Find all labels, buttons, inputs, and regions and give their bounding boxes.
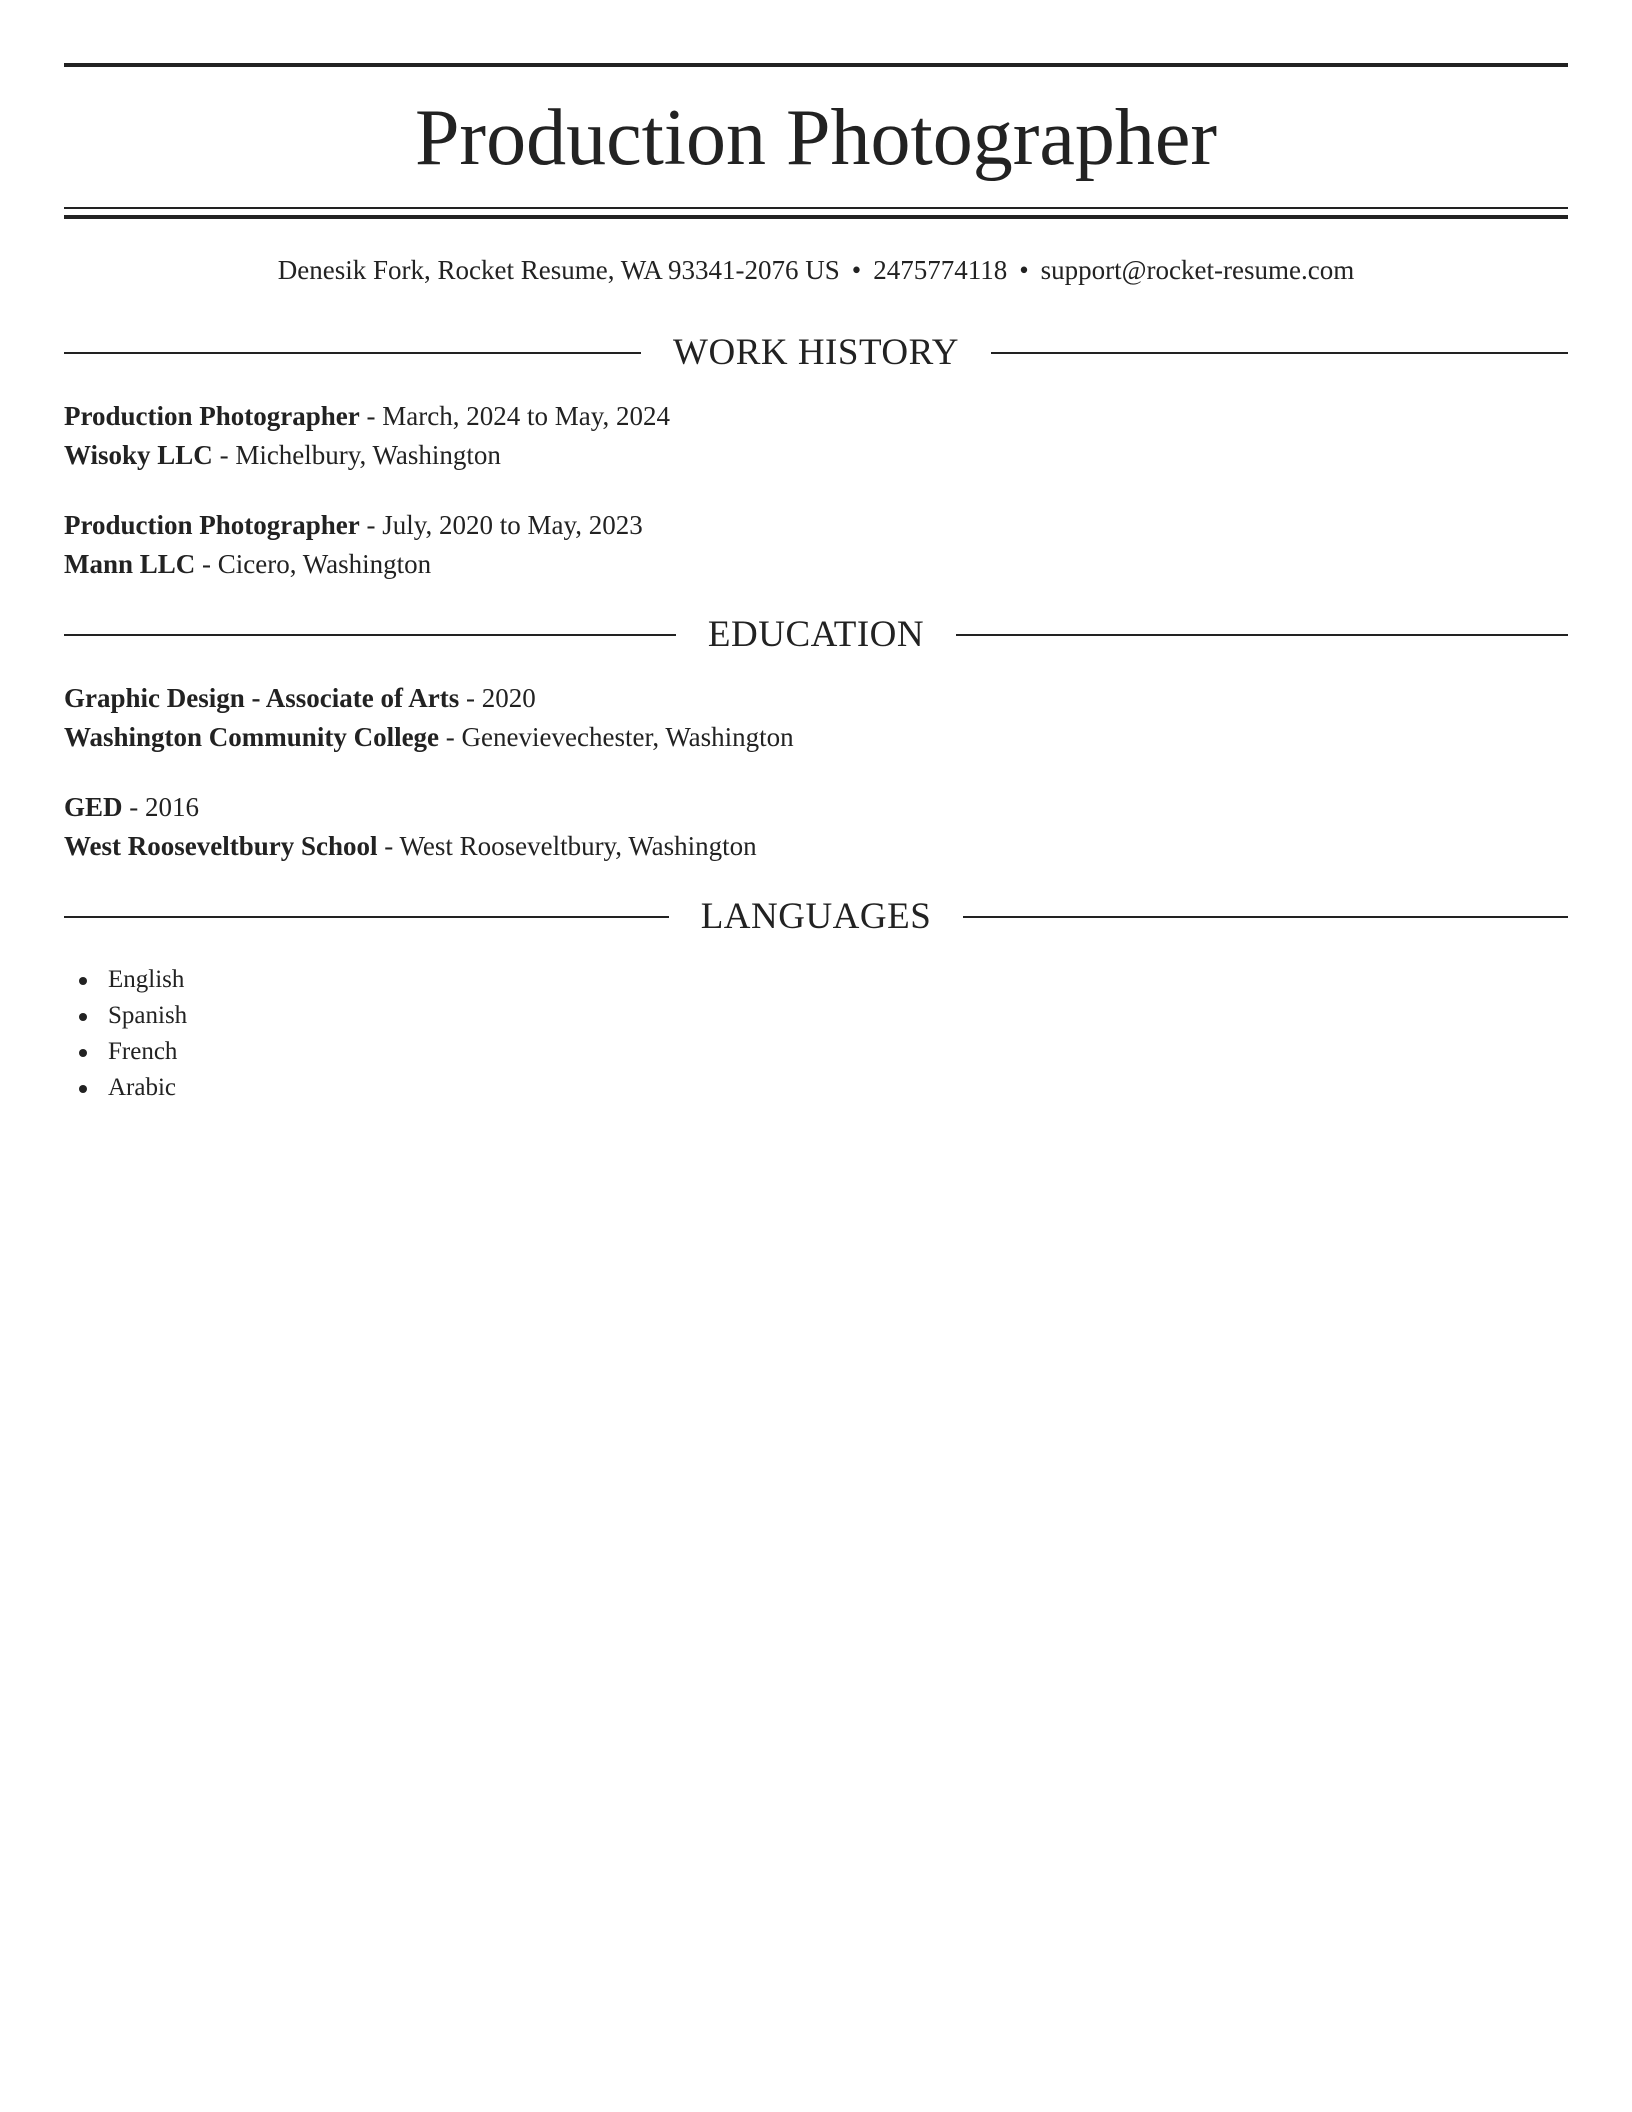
education-school: West Rooseveltbury School [64,831,378,861]
contact-address: Denesik Fork, Rocket Resume, WA 93341-2076 US [277,255,840,285]
languages-list [64,962,187,1106]
education-school: Washington Community College [64,722,440,752]
bullet-icon [79,1049,87,1057]
education-degree: GED [64,792,123,822]
language-name: English [108,966,185,993]
work-role: Production Photographer [64,510,360,540]
language-item [64,998,187,1034]
dash: - [122,792,146,822]
section-rule-left [64,634,676,636]
dash: - [195,549,218,579]
education-location: Genevievechester, Washington [461,722,794,752]
contact-phone: 2475774118 [873,255,1008,285]
work-company: Mann LLC [64,549,196,579]
work-location: Cicero, Washington [217,549,432,579]
language-item [64,1034,187,1070]
work-company: Wisoky LLC [64,440,213,470]
dash: - [359,401,383,431]
contact-line [64,252,1568,288]
section-heading-work-history [64,330,1568,376]
work-entry-2-role-line [64,507,643,543]
education-year: 2020 [481,683,536,713]
section-rule-left [64,352,641,354]
header-top-rule [64,63,1568,67]
education-entry-2-degree-line [64,789,199,825]
education-entry-1-school-line [64,719,794,755]
section-title: LANGUAGES [700,896,932,937]
contact-email: support@rocket-resume.com [1040,255,1355,285]
education-location: West Rooseveltbury, Washington [399,831,757,861]
work-location: Michelbury, Washington [235,440,501,470]
section-rule-right [963,916,1568,918]
section-title: WORK HISTORY [673,332,959,373]
header-bottom-rule-thick [64,215,1568,219]
section-rule-left [64,916,669,918]
section-rule-right [991,352,1568,354]
contact-separator: • [851,255,862,285]
work-entry-1-company-line [64,437,501,473]
education-entry-1-degree-line [64,680,536,716]
bullet-icon [79,977,87,985]
language-name: French [108,1038,178,1065]
work-entry-1-role-line [64,398,670,434]
contact-separator: • [1019,255,1029,285]
language-name: Spanish [108,1002,188,1029]
work-entry-2-company-line [64,546,431,582]
section-title: EDUCATION [707,614,925,655]
language-item [64,962,187,998]
dash: - [439,722,462,752]
dash: - [212,440,236,470]
bullet-icon [79,1085,87,1093]
language-item [64,1070,187,1106]
work-dates: July, 2020 to May, 2023 [382,510,643,540]
education-year: 2016 [145,792,200,822]
section-heading-education [64,612,1568,658]
dash: - [377,831,400,861]
section-rule-right [956,634,1568,636]
dash: - [459,683,482,713]
resume-title: Production Photographer [414,94,1218,182]
dash: - [359,510,383,540]
section-heading-languages [64,894,1568,940]
work-dates: March, 2024 to May, 2024 [382,401,670,431]
bullet-icon [79,1013,87,1021]
header-bottom-rule-thin [64,207,1568,209]
work-role: Production Photographer [64,401,360,431]
education-degree: Graphic Design - Associate of Arts [64,683,460,713]
education-entry-2-school-line [64,828,757,864]
language-name: Arabic [108,1074,177,1101]
